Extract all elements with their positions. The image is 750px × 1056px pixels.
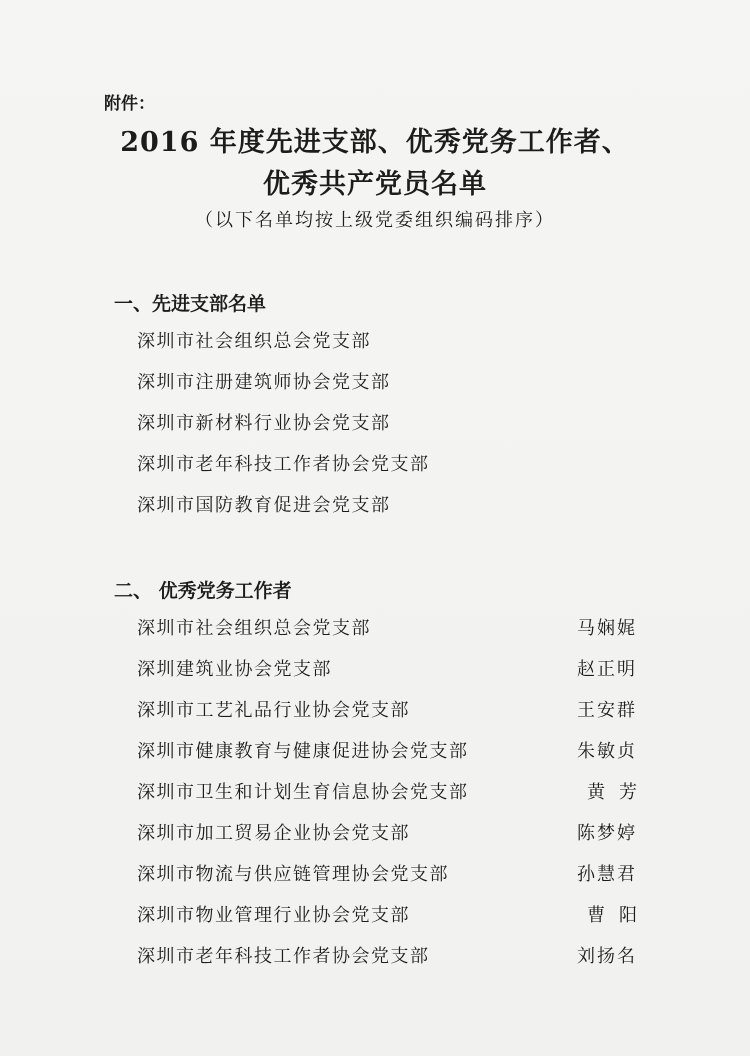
branch-name: 深圳市物流与供应链管理协会党支部: [137, 864, 449, 885]
branch-name: 深圳市老年科技工作者协会党支部: [137, 946, 430, 967]
advanced-branch-list: [137, 330, 637, 535]
attachment-label: 附件：: [104, 94, 155, 114]
branch-name: 深圳市国防教育促进会党支部: [137, 495, 391, 516]
person-name: 王安群: [577, 700, 637, 721]
branch-name: 深圳市工艺礼品行业协会党支部: [137, 700, 410, 721]
list-item: [137, 945, 637, 986]
list-item: [137, 453, 637, 494]
person-name: 刘扬名: [577, 946, 637, 967]
list-item: [137, 863, 637, 904]
branch-name: 深圳市新材料行业协会党支部: [137, 413, 391, 434]
list-item: [137, 781, 651, 822]
section-heading-advanced-branches: 一、先进支部名单: [114, 293, 267, 315]
person-name: 孙慧君: [577, 864, 637, 885]
list-item: [137, 658, 637, 699]
party-worker-list: [137, 617, 651, 986]
branch-name: 深圳市物业管理行业协会党支部: [137, 905, 410, 926]
list-item: [137, 740, 637, 781]
branch-name: 深圳市社会组织总会党支部: [137, 331, 371, 352]
branch-name: 深圳市注册建筑师协会党支部: [137, 372, 391, 393]
list-item: [137, 617, 637, 658]
person-name: 黄芳: [587, 782, 651, 803]
branch-name: 深圳市老年科技工作者协会党支部: [137, 454, 430, 475]
person-name: 马娴娓: [577, 618, 637, 639]
list-item: [137, 822, 637, 863]
branch-name: 深圳市卫生和计划生育信息协会党支部: [137, 782, 469, 803]
list-item: [137, 494, 637, 535]
subtitle-note: （以下名单均按上级党委组织编码排序）: [195, 210, 555, 231]
person-name: 朱敏贞: [577, 741, 637, 762]
title-line-2: 优秀共产党员名单: [263, 169, 487, 200]
person-name: 陈梦婷: [577, 823, 637, 844]
title-line-1: 2016 年度先进支部、优秀党务工作者、: [120, 127, 630, 158]
person-name: 曹阳: [587, 905, 651, 926]
branch-name: 深圳市社会组织总会党支部: [137, 618, 371, 639]
section-heading-party-workers: 二、 优秀党务工作者: [114, 580, 292, 602]
list-item: [137, 330, 637, 371]
person-name: 赵正明: [577, 659, 637, 680]
branch-name: 深圳建筑业协会党支部: [137, 659, 332, 680]
list-item: [137, 699, 637, 740]
branch-name: 深圳市健康教育与健康促进协会党支部: [137, 741, 469, 762]
branch-name: 深圳市加工贸易企业协会党支部: [137, 823, 410, 844]
list-item: [137, 371, 637, 412]
list-item: [137, 412, 637, 453]
list-item: [137, 904, 651, 945]
